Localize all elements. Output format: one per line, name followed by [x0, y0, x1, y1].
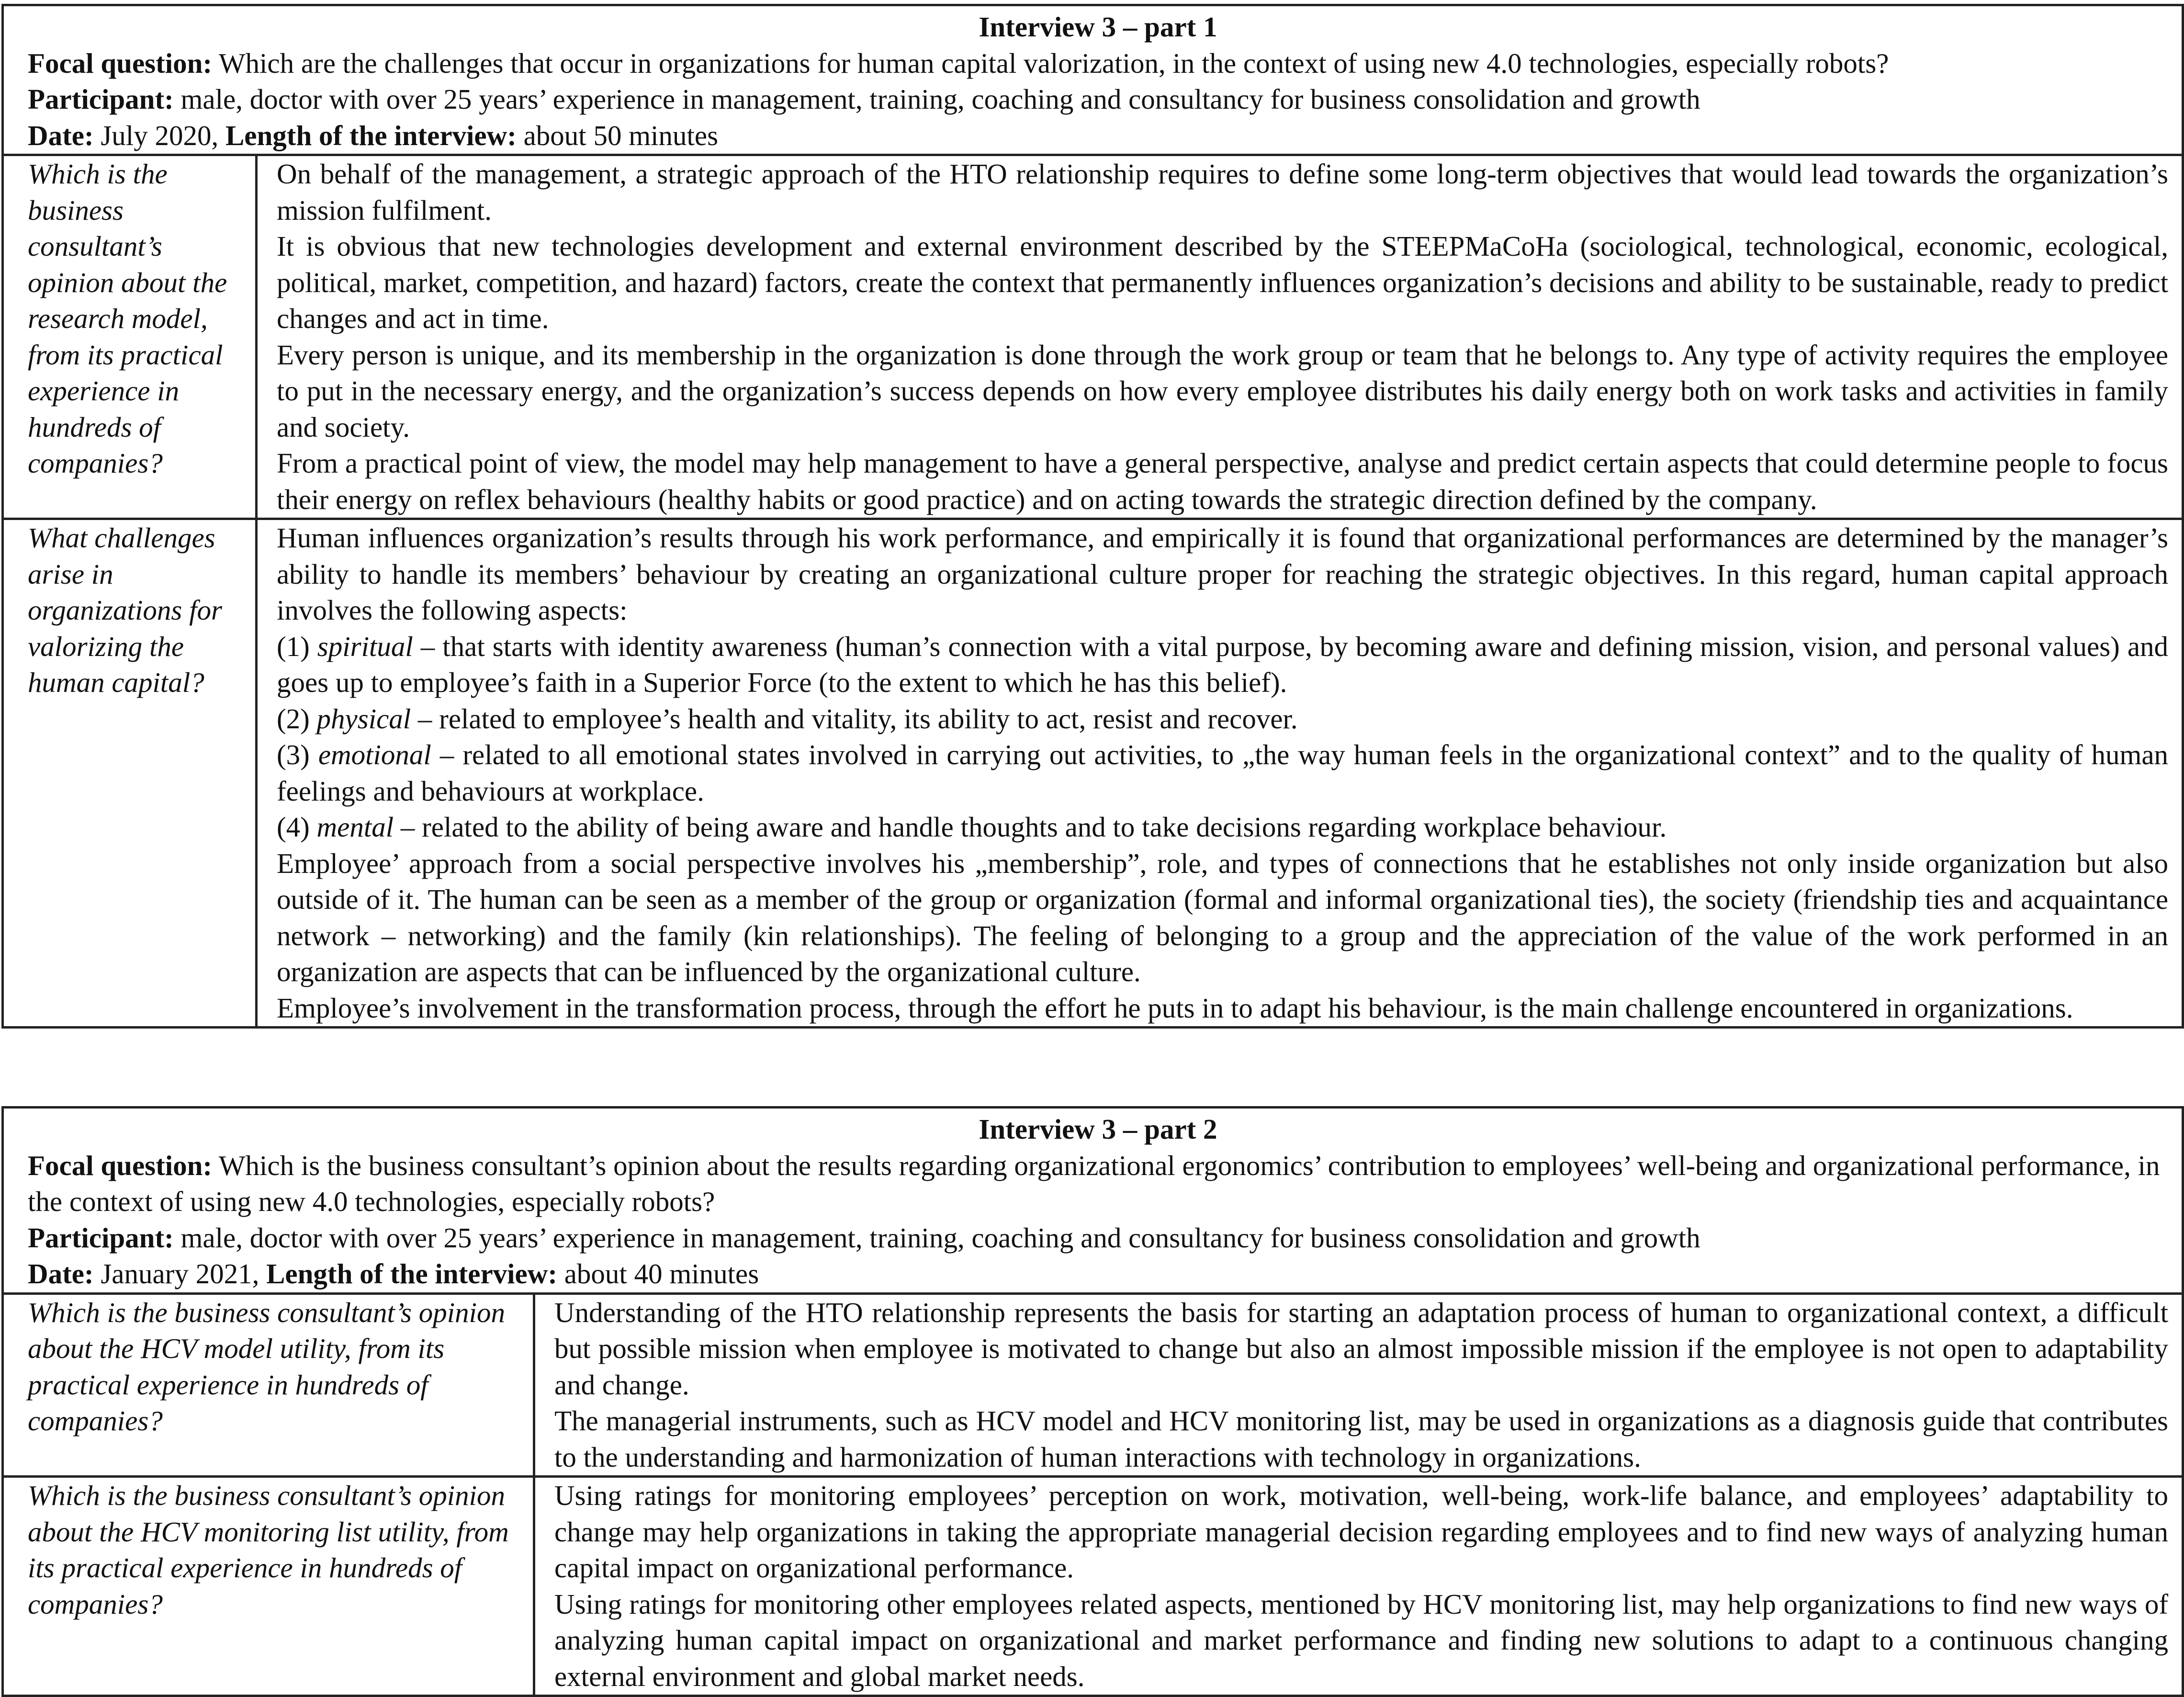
answer-list-item [277, 737, 2168, 809]
answer-list-item [277, 701, 2168, 737]
answer-paragraph: On behalf of the management, a strategic approach of the HTO relationship requires to define some long-term objectives that would lead towards the organization’s mission fulfilment. [277, 158, 2169, 226]
answer-cell [257, 519, 2183, 1028]
focal-question [28, 1148, 2168, 1220]
answer-paragraph: Using ratings for monitoring other employees related aspects, mentioned by HCV monitoring list, may help organizations to find new ways of analyzing human capital impact on organizational and market performance and finding new solutions to adapt to a continuous changing external environment and global market needs. [554, 1588, 2168, 1692]
participant [28, 81, 2168, 118]
answer-paragraph: Every person is unique, and its membership in the organization is done through the work group or team that he belongs to. Any type of activity requires the employee to put in the necessary energy, and the organization’s success depends on how every employee distributes his daily energy both on work tasks and activities in family and society. [277, 339, 2169, 443]
focal-question-text: Which is the business consultant’s opinion about the results regarding organizational ergonomics’ contribution to employees’ well-being and organizational performance, in the context of using new 4.0 technologies, especially robots? [28, 1149, 2160, 1217]
item-number: (2) [277, 702, 317, 735]
item-text: – that starts with identity awareness (human’s connection with a vital purpose, by becoming aware and defining mission, vision, and personal values) and goes up to employee’s faith in a Superior Force (to the extent to which he has this belief). [277, 630, 2169, 698]
item-text: – related to the ability of being aware and handle thoughts and to take decisions regarding workplace behaviour. [394, 811, 1667, 843]
question-cell: Which is the business consultant’s opinion about the HCV model utility, from its practical experience in hundreds of companies? [3, 1293, 534, 1477]
item-term: spiritual [317, 630, 413, 662]
answer-paragraph: Understanding of the HTO relationship represents the basis for starting an adaptation process of human to organizational context, a difficult but possible mission when employee is motivated to change but also an almost impossible mission if the employee is not open to adaptability and change. [554, 1296, 2168, 1401]
participant-text: male, doctor with over 25 years’ experience in management, training, coaching and consultancy for business consolidation and growth [173, 1222, 1700, 1254]
item-term: mental [316, 811, 394, 843]
focal-question-text: Which are the challenges that occur in organizations for human capital valorization, in the context of using new 4.0 technologies, especially robots? [212, 47, 1889, 79]
focal-question-label: Focal question: [28, 47, 213, 79]
answer-paragraph: Employee’ approach from a social perspective involves his „membership”, role, and types of connections that he establishes not only inside organization but also outside of it. The human can be seen as a member of the group or organization (formal and informal organizational ties), the society (friendship ties and acquaintance network – networking) and the family (kin relationships). The feeling of belonging to a group and the appreciation of the value of the work performed in an organization are aspects that can be influenced by the organizational culture. [277, 847, 2169, 987]
answer-paragraph: The managerial instruments, such as HCV model and HCV monitoring list, may be used in organizations as a diagnosis guide that contributes to the understanding and harmonization of human interactions with technology in organizations. [554, 1405, 2168, 1473]
length-text: about 40 minutes [557, 1258, 759, 1290]
interview-part1-title: Interview 3 – part 1 [979, 11, 1217, 43]
focal-question [28, 45, 2168, 82]
table-row [3, 155, 2183, 519]
question-cell: Which is the business consultant’s opinion about the HCV monitoring list utility, from its practical experience in hundreds of companies? [3, 1477, 534, 1696]
interview-part2-table [1, 1106, 2184, 1697]
date-length [28, 118, 2168, 154]
length-text: about 50 minutes [516, 119, 719, 151]
item-text: – related to employee’s health and vitality, its ability to act, resist and recover. [411, 702, 1298, 735]
participant [28, 1220, 2168, 1256]
item-term: physical [316, 702, 411, 735]
item-number: (1) [277, 630, 317, 662]
item-number: (3) [277, 739, 318, 770]
answer-paragraph: From a practical point of view, the model may help management to have a general perspective, analyse and predict certain aspects that could determine people to focus their energy on reflex behaviours (healthy habits or good practice) and on acting towards the strategic direction defined by the company. [277, 447, 2169, 515]
date-label: Date: [28, 1258, 94, 1290]
interview-part1-header [3, 5, 2183, 155]
table-row [3, 1477, 2183, 1696]
table-row [3, 1293, 2183, 1477]
interview-part1-table [1, 4, 2184, 1029]
participant-label: Participant: [28, 83, 174, 115]
date-label: Date: [28, 119, 94, 151]
item-number: (4) [277, 811, 317, 843]
participant-text: male, doctor with over 25 years’ experience in management, training, coaching and consultancy for business consolidation and growth [173, 83, 1700, 115]
question-cell: Which is the business consultant’s opinion about the research model, from its practical experience in hundreds of companies? [3, 155, 257, 519]
answer-cell [534, 1293, 2183, 1477]
answer-cell [257, 155, 2183, 519]
answer-paragraph: It is obvious that new technologies development and external environment described by the STEEPMaCoHa (sociological, technological, economic, ecological, political, market, competition, and hazard) factors, create the context that permanently influences organization’s decisions and ability to be sustainable, ready to predict changes and act in time. [277, 230, 2169, 334]
table-row [3, 519, 2183, 1028]
participant-label: Participant: [28, 1222, 174, 1254]
answer-list-item [277, 629, 2168, 701]
focal-question-label: Focal question: [28, 1149, 213, 1181]
answer-cell [534, 1477, 2183, 1696]
answer-paragraph: Using ratings for monitoring employees’ perception on work, motivation, well-being, work-life balance, and employees’ adaptability to change may help organizations in taking the appropriate managerial decision regarding employees and to find new ways of analyzing human capital impact on organizational performance. [554, 1480, 2168, 1584]
length-label: Length of the interview: [266, 1258, 557, 1290]
date-text: July 2020, [93, 119, 225, 151]
answer-paragraph: Employee’s involvement in the transformation process, through the effort he puts in to adapt his behaviour, is the main challenge encountered in organizations. [277, 992, 2073, 1024]
interview-part2-header [3, 1108, 2183, 1294]
date-length [28, 1256, 2168, 1292]
answer-list-item [277, 809, 2168, 846]
answer-paragraph: Human influences organization’s results through his work performance, and empirically it is found that organizational performances are determined by the manager’s ability to handle its members’ behaviour by creating an organizational culture proper for reaching the strategic objectives. In this regard, human capital approach involves the following aspects: [277, 522, 2169, 626]
length-label: Length of the interview: [225, 119, 517, 151]
question-cell: What challenges arise in organizations for valorizing the human capital? [3, 519, 257, 1028]
item-text: – related to all emotional states involved in carrying out activities, to „the way human feels in the organizational context” and to the quality of human feelings and behaviours at workplace. [277, 739, 2169, 807]
interview-part2-title: Interview 3 – part 2 [979, 1113, 1217, 1145]
item-term: emotional [318, 739, 431, 770]
date-text: January 2021, [93, 1258, 267, 1290]
